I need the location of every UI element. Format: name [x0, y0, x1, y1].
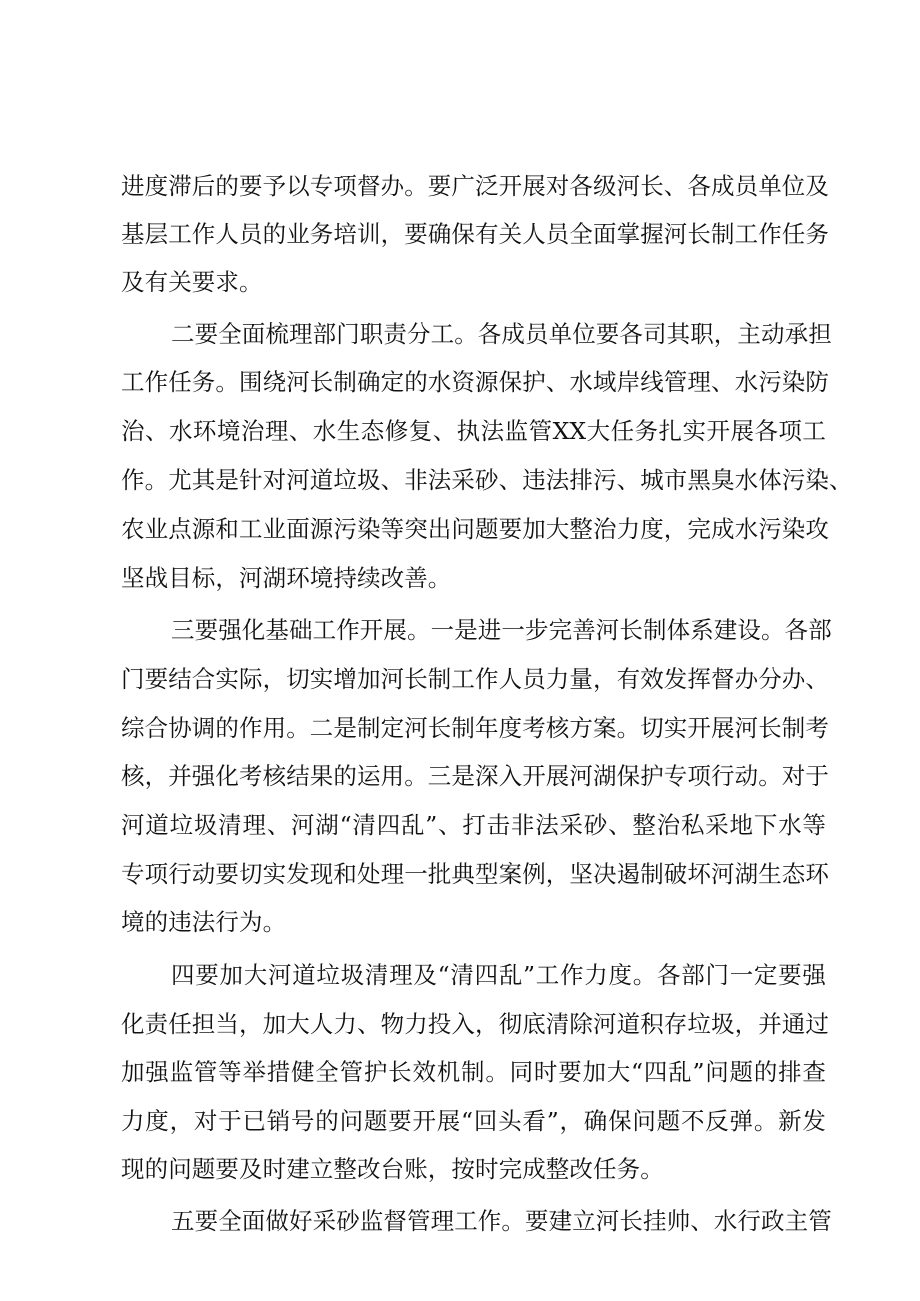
- text-line: 力度，对于已销号的问题要开展“回头看”，确保问题不反弹。新发: [121, 1107, 826, 1135]
- paragraph-start-line: 四要加大河道垃圾清理及“清四乱”工作力度。各部门一定要强: [171, 961, 826, 989]
- text-line: 基层工作人员的业务培训，要确保有关人员全面掌握河长制工作任务: [121, 220, 829, 248]
- text-line: 现的问题要及时建立整改台账，按时完成整改任务。: [121, 1155, 664, 1183]
- paragraph-start-line: 五要全面做好采砂监督管理工作。要建立河长挂帅、水行政主管: [171, 1207, 832, 1235]
- text-line: 农业点源和工业面源污染等突出问题要加大整治力度，完成水污染攻: [121, 515, 829, 543]
- text-line: 治、水环境治理、水生态修复、执法监管XX大任务扎实开展各项工: [121, 417, 826, 445]
- text-line: 综合协调的作用。二是制定河长制年度考核方案。切实开展河长制考: [121, 714, 829, 742]
- text-line: 坚战目标，河湖环境持续改善。: [121, 564, 452, 592]
- text-line: 工作任务。围绕河长制确定的水资源保护、水域岸线管理、水污染防: [121, 368, 829, 396]
- text-line: 门要结合实际，切实增加河长制工作人员力量，有效发挥督办分办、: [121, 665, 829, 693]
- text-line: 河道垃圾清理、河湖“清四乱”、打击非法采砂、整治私采地下水等: [121, 811, 826, 839]
- text-line: 及有关要求。: [121, 268, 263, 296]
- text-line: 境的违法行为。: [121, 908, 287, 936]
- paragraph-start-line: 二要全面梳理部门职责分工。各成员单位要各司其职，主动承担: [171, 320, 832, 348]
- text-line: 进度滞后的要予以专项督办。要广泛开展对各级河长、各成员单位及: [121, 172, 829, 200]
- text-line: 核，并强化考核结果的运用。三是深入开展河湖保护专项行动。对于: [121, 762, 829, 790]
- paragraph-start-line: 三要强化基础工作开展。一是进一步完善河长制体系建设。各部: [171, 616, 832, 644]
- text-line: 加强监管等举措健全管护长效机制。同时要加大“四乱”问题的排查: [121, 1058, 826, 1086]
- text-line: 专项行动要切实发现和处理一批典型案例，坚决遏制破坏河湖生态环: [121, 860, 829, 888]
- text-line: 化责任担当，加大人力、物力投入，彻底清除河道积存垃圾，并通过: [121, 1010, 829, 1038]
- text-line: 作。尤其是针对河道垃圾、非法采砂、违法排污、城市黑臭水体污染、: [121, 466, 853, 494]
